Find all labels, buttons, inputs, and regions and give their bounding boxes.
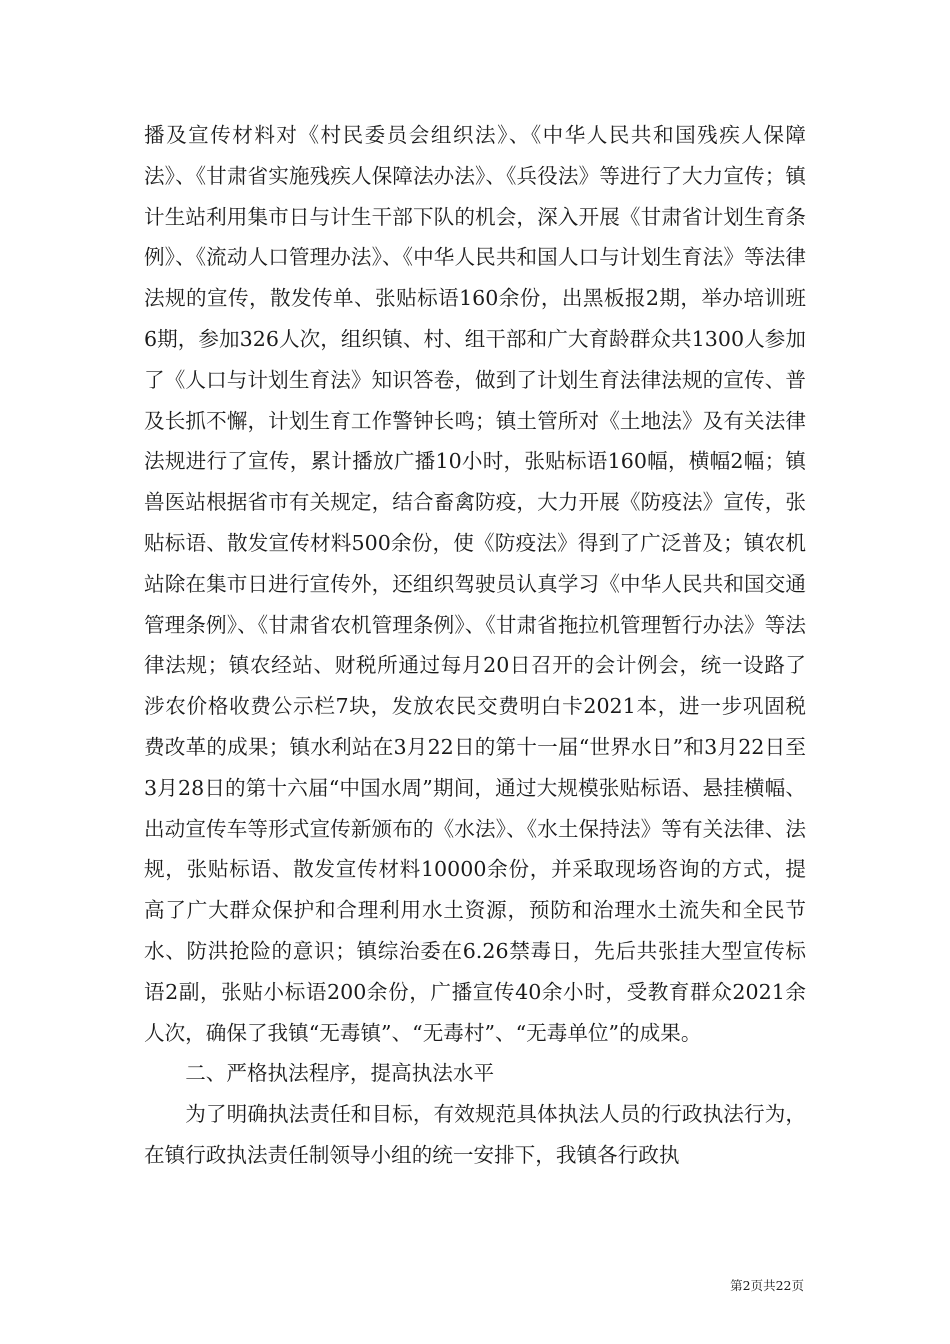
page-number-footer: 第2页共22页	[730, 1278, 804, 1293]
document-body	[144, 115, 806, 1176]
paragraph-propaganda-summary: 播及宣传材料对《村民委员会组织法》、《中华人民共和国残疾人保障法》、《甘肃省实施残疾人保障法办法》、《兵役法》等进行了大力宣传；镇计生站利用集市日与计生干部下队的机会，深入开展《甘肃省计划生育条例》、《流动人口管理办法》、《中华人民共和国人口与计划生育法》等法律法规的宣传，散发传单、张贴标语160余份，出黑板报2期，举办培训班6期，参加326人次，组织镇、村、组干部和广大育龄群众共1300人参加了《人口与计划生育法》知识答卷，做到了计划生育法律法规的宣传、普及长抓不懈，计划生育工作警钟长鸣；镇土管所对《土地法》及有关法律法规进行了宣传，累计播放广播10小时，张贴标语160幅，横幅2幅；镇兽医站根据省市有关规定，结合畜禽防疫，大力开展《防疫法》宣传，张贴标语、散发宣传材料500余份，使《防疫法》得到了广泛普及；镇农机站除在集市日进行宣传外，还组织驾驶员认真学习《中华人民共和国交通管理条例》、《甘肃省农机管理条例》、《甘肃省拖拉机管理暂行办法》等法律法规；镇农经站、财税所通过每月20日召开的会计例会，统一设路了涉农价格收费公示栏7块，发放农民交费明白卡2021本，进一步巩固税费改革的成果；镇水利站在3月22日的第十一届“世界水日”和3月22日至3月28日的第十六届“中国水周”期间，通过大规模张贴标语、悬挂横幅、出动宣传车等形式宣传新颁布的《水法》、《水土保持法》等有关法律、法规，张贴标语、散发宣传材料10000余份，并采取现场咨询的方式，提高了广大群众保护和合理利用水土资源，预防和治理水土流失和全民节水、防洪抢险的意识；镇综治委在6.26禁毒日，先后共张挂大型宣传标语2副，张贴小标语200余份，广播宣传40余小时，受教育群众2021余人次，确保了我镇“无毒镇”、“无毒村”、“无毒单位”的成果。	[144, 123, 806, 1045]
section-heading: 二、严格执法程序，提高执法水平	[185, 1061, 495, 1086]
paragraph-enforcement-intro: 为了明确执法责任和目标，有效规范具体执法人员的行政执法行为，在镇行政执法责任制领导小组的统一安排下，我镇各行政执	[144, 1102, 806, 1167]
